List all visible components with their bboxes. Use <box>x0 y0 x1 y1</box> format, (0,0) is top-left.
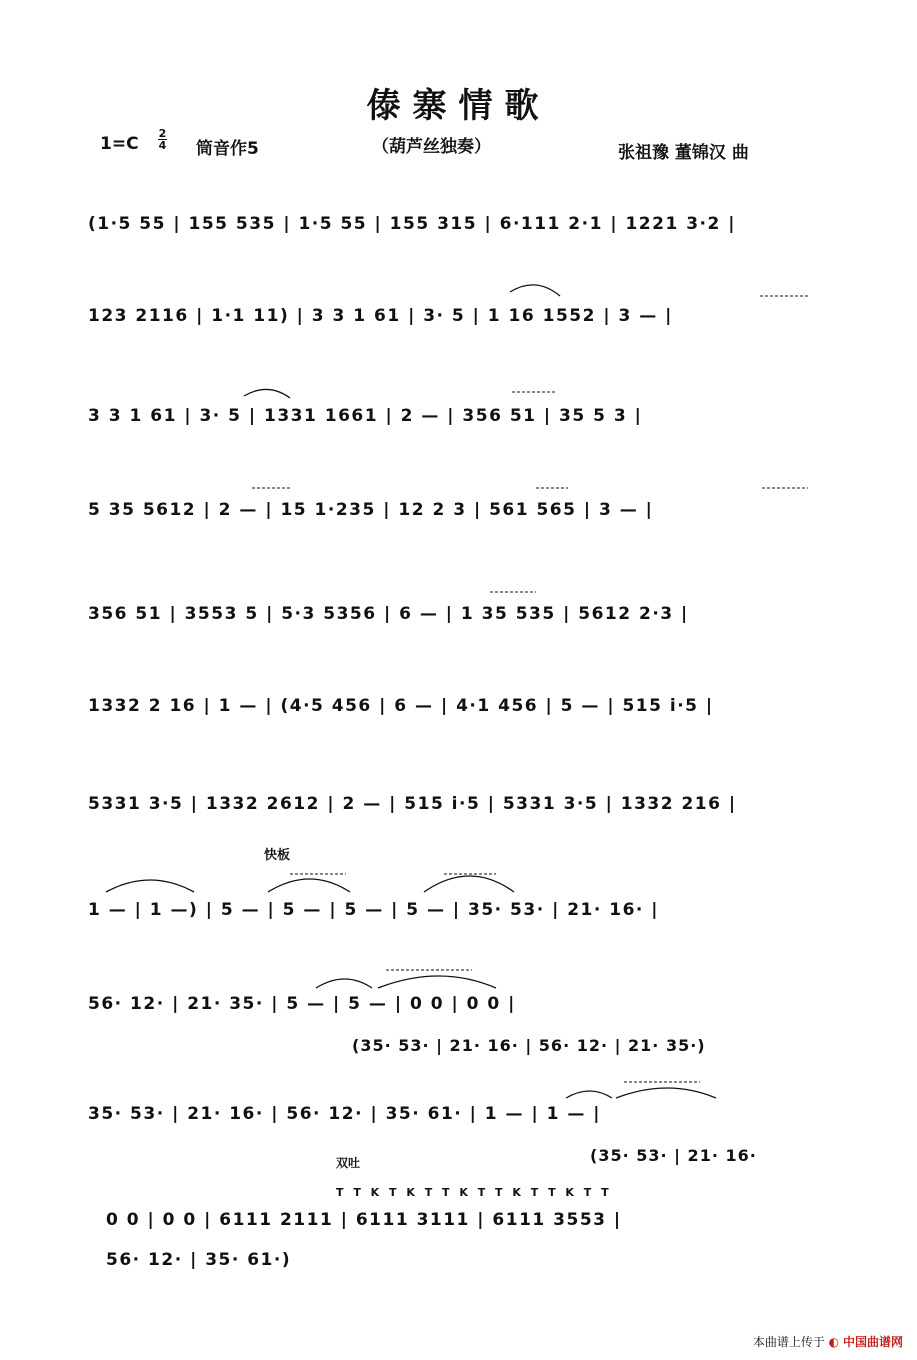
time-numerator: 2 <box>158 127 167 140</box>
score-line-2: 123 2116 | 1·1 11) | 3 3 1 61 | 3· 5 | 1 16 1552 | 3 — | <box>88 306 673 326</box>
score-line-4: 5 35 5612 | 2 — | 15 1·235 | 12 2 3 | 561 565 | 3 — | <box>88 500 654 520</box>
composer: 张祖豫 董锦汉 曲 <box>618 143 749 163</box>
score-line-3: 3 3 1 61 | 3· 5 | 1331 1661 | 2 — | 356 51 | 35 5 3 | <box>88 406 643 426</box>
accompaniment-line-2: (35· 53· | 21· 16· <box>590 1146 757 1165</box>
tone-note: 筒音作5 <box>196 139 259 159</box>
footer-prefix: 本曲谱上传于 <box>752 1335 825 1349</box>
score-line-10: 35· 53· | 21· 16· | 56· 12· | 35· 61· | 1 — | 1 — | <box>88 1104 601 1124</box>
double-tongue-mark: 双吐 <box>336 1156 361 1170</box>
footer-brand: 中国曲谱网 <box>842 1335 903 1349</box>
slur-arc <box>616 1088 716 1098</box>
score-line-8: 1 — | 1 —) | 5 — | 5 — | 5 — | 5 — | 35· 53· | 21· 16· | <box>88 900 659 920</box>
score-line-9: 56· 12· | 21· 35· | 5 — | 5 — | 0 0 | 0 0 | <box>88 994 516 1014</box>
key-signature: 1=C <box>100 134 139 154</box>
score-line-12: 56· 12· | 35· 61·) <box>106 1250 292 1270</box>
slur-arc <box>316 979 372 988</box>
score-line-6: 1332 2 16 | 1 — | (4·5 456 | 6 — | 4·1 456 | 5 — | 515 i·5 | <box>88 696 714 716</box>
page-title: 傣寨情歌 <box>366 86 551 126</box>
slur-arc <box>268 879 350 892</box>
site-logo-icon: ◐ <box>828 1335 840 1349</box>
slur-arc <box>510 285 560 296</box>
slur-arc <box>566 1091 612 1098</box>
time-denominator: 4 <box>158 139 167 152</box>
footer-watermark <box>753 1333 903 1350</box>
tempo-mark: 快板 <box>264 848 291 863</box>
score-line-11: 0 0 | 0 0 | 6111 2111 | 6111 3111 | 6111 3553 | <box>106 1210 622 1230</box>
slur-arc <box>106 880 194 892</box>
score-line-7: 5331 3·5 | 1332 2612 | 2 — | 515 i·5 | 5331 3·5 | 1332 216 | <box>88 794 737 814</box>
score-line-5: 356 51 | 3553 5 | 5·3 5356 | 6 — | 1 35 535 | 5612 2·3 | <box>88 604 689 624</box>
slur-arc <box>244 389 290 398</box>
tonguing-syllables: T T K T K T T K T T K T T K T T <box>336 1186 612 1199</box>
subtitle: （葫芦丝独奏） <box>372 137 491 157</box>
slur-arc <box>424 876 514 892</box>
accompaniment-line-1: (35· 53· | 21· 16· | 56· 12· | 21· 35·) <box>352 1036 706 1055</box>
score-line-1: (1·5 55 | 155 535 | 1·5 55 | 155 315 | 6·111 2·1 | 1221 3·2 | <box>88 214 736 234</box>
slur-arc <box>378 976 496 988</box>
